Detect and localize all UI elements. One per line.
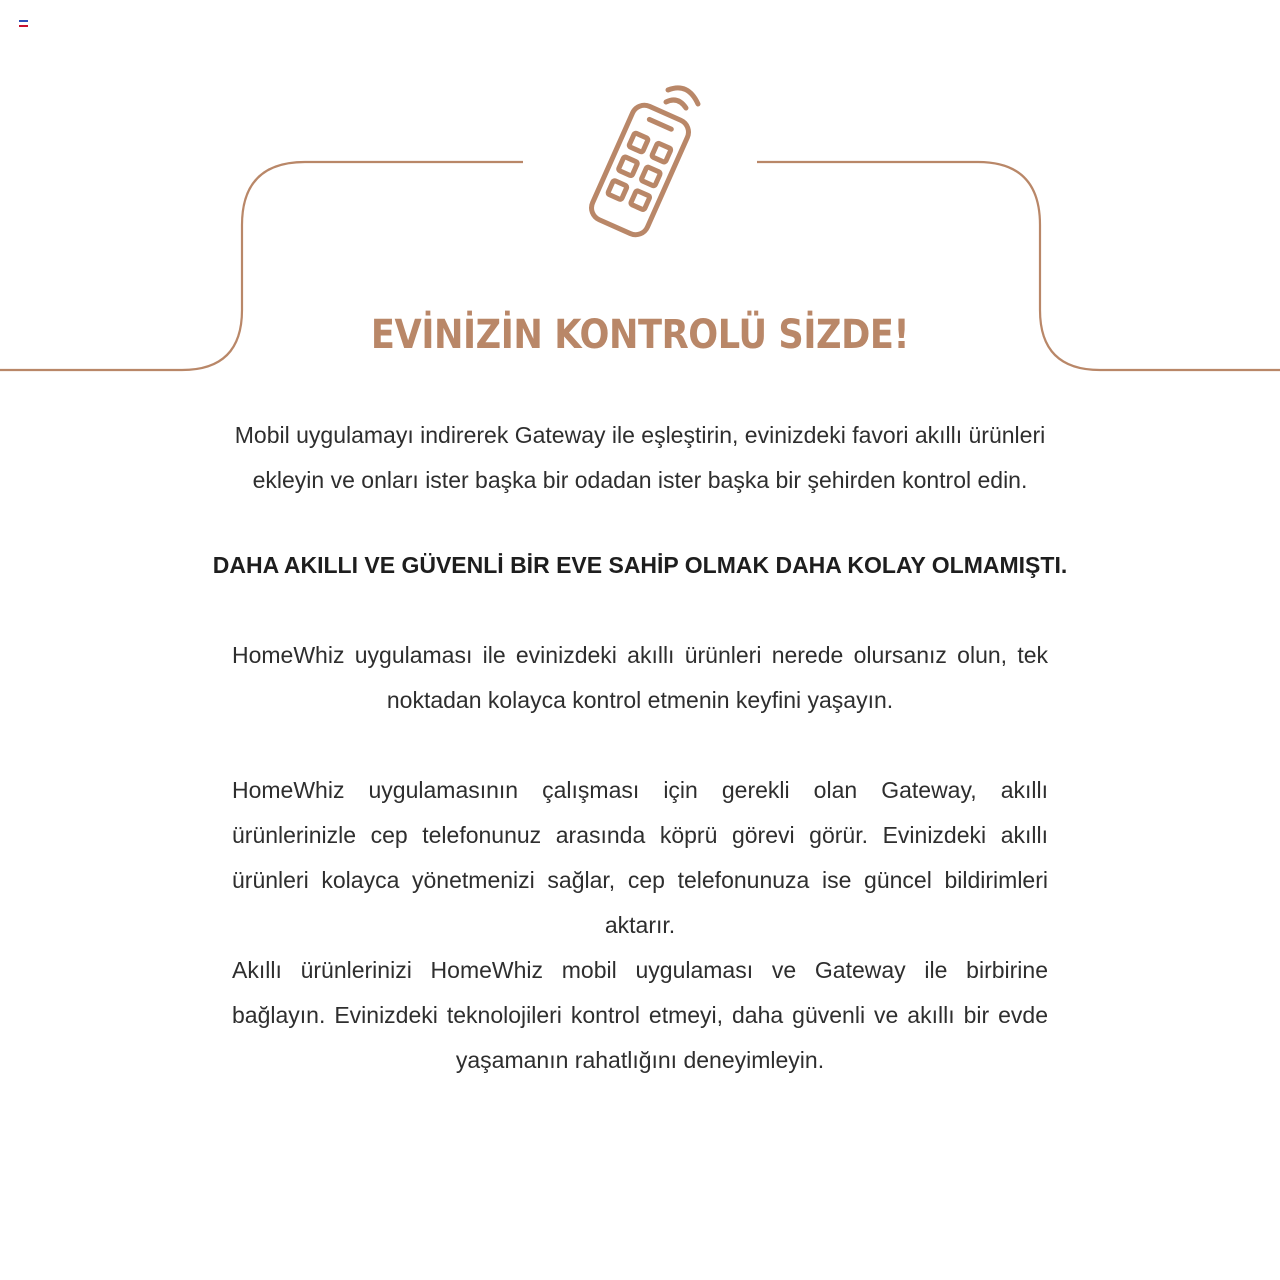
tagline-heading: DAHA AKILLI VE GÜVENLİ BİR EVE SAHİP OLMAK DAHA KOLAY OLMAMIŞTI.: [212, 552, 1068, 578]
body-paragraph-1: HomeWhiz uygulaması ile evinizdeki akıllı ürünleri nerede olursanız olun, tek noktadan kolayca kontrol etmenin keyfini yaşayın.: [232, 642, 1048, 713]
body-paragraph-2: HomeWhiz uygulamasının çalışması için gerekli olan Gateway, akıllı ürünlerinizle cep telefonunuz arasında köprü görevi görür. Evinizdeki akıllı ürünleri kolayca yönetmenizi sağlar, cep telefonunuza ise güncel bildirimleri aktarır.: [232, 777, 1048, 938]
remote-control-icon: [570, 78, 710, 248]
body-paragraph-3: Akıllı ürünlerinizi HomeWhiz mobil uygulaması ve Gateway ile birbirine bağlayın. Evinizdeki teknolojileri kontrol etmeyi, daha güvenli ve akıllı bir evde yaşamanın rahatlığını deneyimleyin.: [232, 957, 1048, 1073]
intro-paragraph: Mobil uygulamayı indirerek Gateway ile eşleştirin, evinizdeki favori akıllı ürünleri ekleyin ve onları ister başka bir odadan ister başka bir şehirden kontrol edin.: [234, 422, 1046, 493]
page-title: EVİNİZİN KONTROLÜ SİZDE!: [370, 312, 910, 358]
